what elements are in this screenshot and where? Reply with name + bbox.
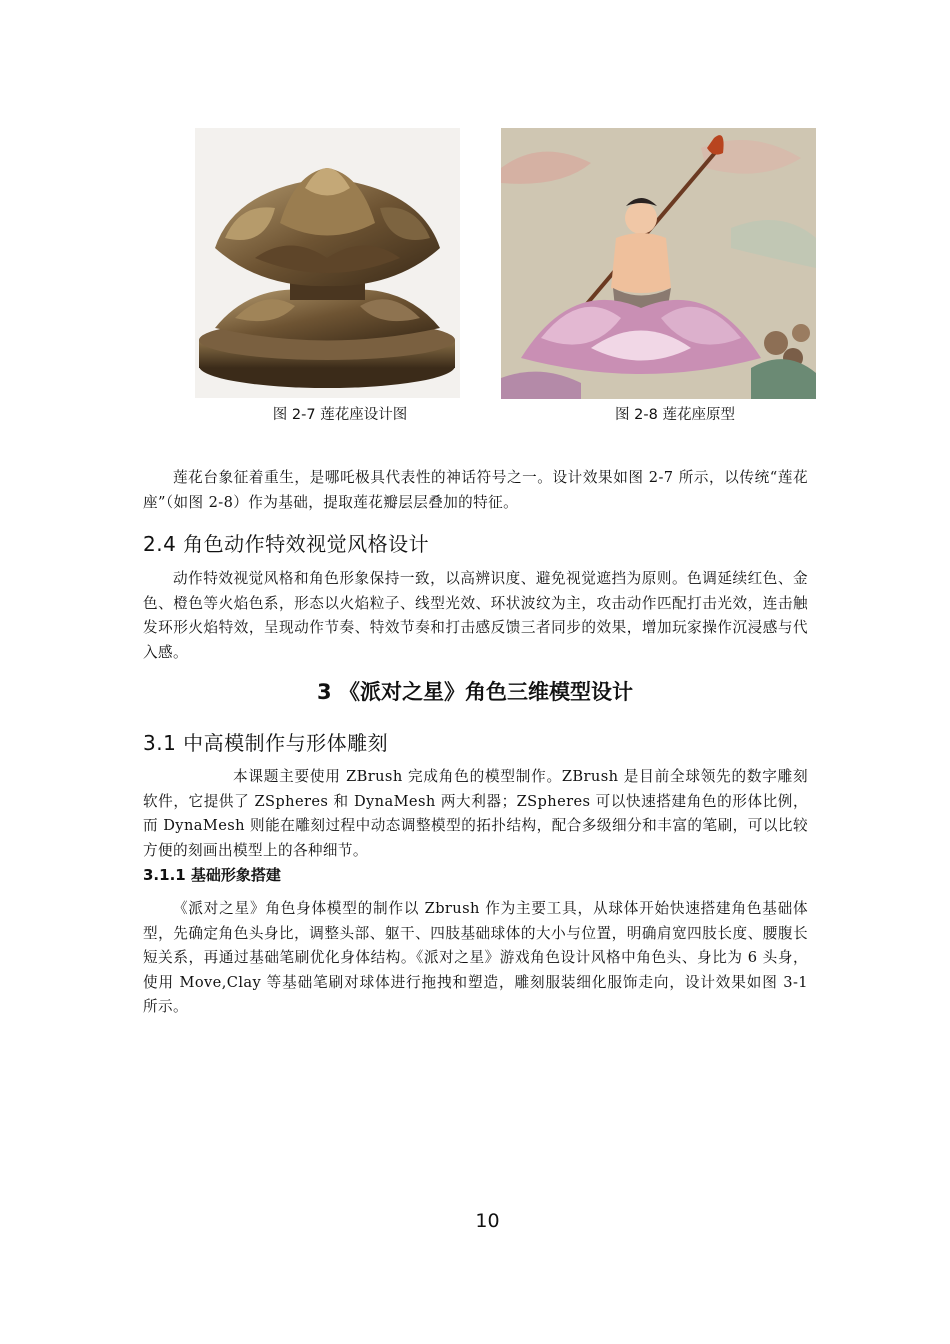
paragraph-lotus-seat: 莲花台象征着重生，是哪吒极具代表性的神话符号之一。设计效果如图 2-7 所示，以传统“莲花座”（如图 2-8）作为基础，提取莲花瓣层层叠加的特征。 — [143, 469, 808, 511]
heading-chapter-3: 3 《派对之星》角色三维模型设计 — [317, 680, 633, 704]
heading-3-1-1: 3.1.1 基础形象搭建 — [143, 866, 281, 884]
figure-lotus-seat-prototype — [501, 128, 816, 399]
paragraph-effects-style: 动作特效视觉风格和角色形象保持一致，以高辨识度、避免视觉遮挡为原则。色调延续红色、金色、橙色等火焰色系，形态以火焰粒子、线型光效、环状波纹为主，攻击动作匹配打击光效，连击触发环形火焰特效，呈现动作节奏、特效节奏和打击感反馈三者同步的效果，增加玩家操作沉浸感与代入感。 — [143, 570, 808, 661]
heading-3-1: 3.1 中高模制作与形体雕刻 — [143, 731, 389, 755]
lotus-seat-image — [195, 128, 460, 398]
page-number: 10 — [475, 1210, 500, 1232]
paragraph-base-modeling: 《派对之星》角色身体模型的制作以 Zbrush 作为主要工具，从球体开始快速搭建角色基础体型，先确定角色头身比，调整头部、躯干、四肢基础球体的大小与位置，明确肩宽四肢长度、腰腹长短关系，再通过基础笔刷优化身体结构。《派对之星》游戏角色设计风格中角色头、身比为 6 头身，使用 Move,Clay 等基础笔刷对球体进行拖拽和塑造，雕刻服装细化服饰走向，设计效果如图 3-1 所示。 — [143, 900, 808, 1015]
lotus-prototype-image — [501, 128, 816, 399]
heading-2-4: 2.4 角色动作特效视觉风格设计 — [143, 532, 430, 556]
paragraph-zbrush-intro: 本课题主要使用 ZBrush 完成角色的模型制作。ZBrush 是目前全球领先的数字雕刻软件，它提供了 ZSpheres 和 DynaMesh 两大利器；ZSpheres 可以快速搭建角色的形体比例，而 DynaMesh 则能在雕刻过程中动态调整模型的拓扑结构，配合多级细分和丰富的笔刷，可以比较方便的刻画出模型上的各种细节。 — [143, 768, 808, 859]
figure-caption-2-8: 图 2-8 莲花座原型 — [615, 407, 735, 423]
figure-lotus-seat-design — [195, 128, 460, 398]
figure-caption-2-7: 图 2-7 莲花座设计图 — [272, 407, 408, 423]
